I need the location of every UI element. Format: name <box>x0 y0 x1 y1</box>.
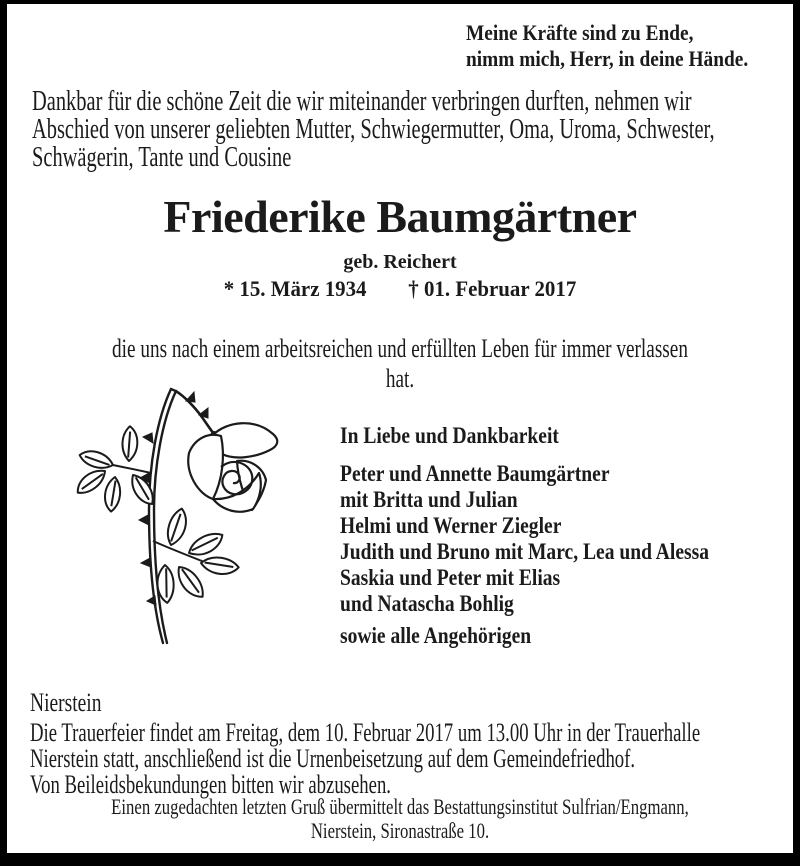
intro-paragraph <box>32 88 715 172</box>
funeral-line: Von Beileidsbekundungen bitten wir abzusehen. <box>30 770 391 799</box>
death-date: † 01. Februar 2017 <box>408 276 577 301</box>
mourner-line: und Natascha Bohlig <box>340 591 514 616</box>
footer-line: Nierstein, Sironastraße 10. <box>310 818 490 843</box>
intro-line: Schwägerin, Tante und Cousine <box>32 142 292 173</box>
place-name: Nierstein <box>30 688 102 717</box>
mourners-block <box>340 423 709 649</box>
farewell-line: die uns nach einem arbeitsreichen und erfüllten Leben für immer verlassen hat. <box>112 334 688 393</box>
funeral-info <box>30 720 700 798</box>
mourners-heading: In Liebe und Dankbarkeit <box>340 423 559 448</box>
birth-date: * 15. März 1934 <box>223 276 367 301</box>
mourner-line: Saskia und Peter mit Elias <box>340 565 561 590</box>
mourner-line: Peter und Annette Baumgärtner <box>340 461 610 486</box>
epigraph <box>466 20 748 72</box>
birth-name: geb. Reichert <box>343 251 457 273</box>
epigraph-line: Meine Kräfte sind zu Ende, <box>466 20 694 45</box>
life-dates <box>27 276 774 302</box>
mourner-line: mit Britta und Julian <box>340 487 518 512</box>
funeral-line: Die Trauerfeier findet am Freitag, dem 10. Februar 2017 um 13.00 Uhr in der Trauerhalle <box>30 718 701 747</box>
rose-illustration <box>67 375 317 670</box>
footer-line: Einen zugedachten letzten Gruß übermittelt das Bestattungsinstitut Sulfrian/Engmann, <box>111 794 689 819</box>
funeral-line: Nierstein statt, anschließend ist die Urnenbeisetzung auf dem Gemeindefriedhof. <box>30 744 636 773</box>
intro-line: Abschied von unserer geliebten Mutter, Schwiegermutter, Oma, Uroma, Schwester, <box>32 114 715 145</box>
mourners-closing: sowie alle Angehörigen <box>340 623 532 648</box>
mourner-line: Helmi und Werner Ziegler <box>340 513 562 538</box>
deceased-name: Friederike Baumgärtner <box>163 191 637 242</box>
mourner-line: Judith und Bruno mit Marc, Lea und Alessa <box>340 539 710 564</box>
funeral-home-note <box>101 795 698 843</box>
epigraph-line: nimm mich, Herr, in deine Hände. <box>466 46 749 71</box>
intro-line: Dankbar für die schöne Zeit die wir miteinander verbringen durften, nehmen wir <box>32 86 692 117</box>
